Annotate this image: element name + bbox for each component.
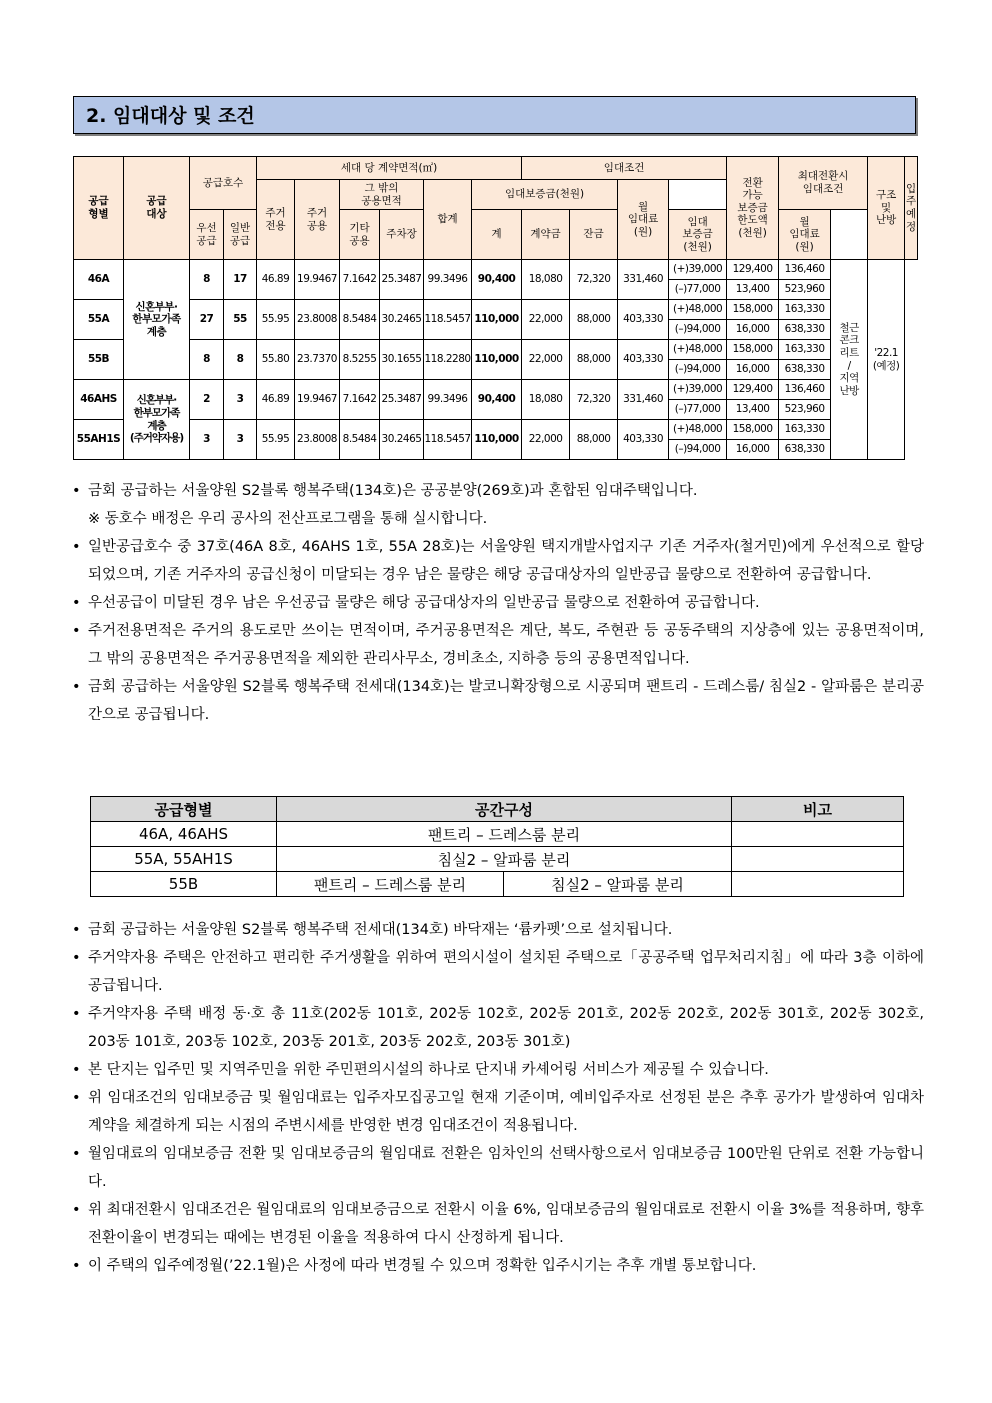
note-text: 우선공급이 미달된 경우 남은 우선공급 물량은 해당 공급대상자의 일반공급 물량으로 전환하여 공급합니다.	[88, 595, 760, 611]
bullet: •	[72, 679, 81, 695]
cell-max-rent: 136,460	[779, 380, 831, 400]
cell-other: 8.5255	[340, 340, 380, 380]
cell-general: 55	[224, 300, 257, 340]
note-text: 일반공급호수 중 37호(46A 8호, 46AHS 1호, 55A 28호)는 서울양원 택지개발사업지구 기존 거주자(철거민)에게 우선적으로 할당되었으며, 기존 거주자의 공급신청이 미달되는 경우 남은 물량은 해당 공급대상자의 일반공급 물량으로 전환하여 공급합니다.	[88, 539, 924, 583]
note-text: 이 주택의 입주예정월(’22.1월)은 사정에 따라 변경될 수 있으며 정확한 입주시기는 추후 개별 통보합니다.	[88, 1258, 757, 1274]
space-note	[732, 872, 904, 897]
cell-exclusive: 55.95	[257, 300, 295, 340]
h-general: 일반 공급	[224, 210, 257, 260]
cell-type: 55AH1S	[74, 420, 124, 460]
cell-move-in: '22.1 (예정)	[868, 260, 905, 460]
cell-max-rent: 523,960	[779, 400, 831, 420]
lease-conditions-table	[73, 156, 918, 460]
note-item	[72, 1196, 924, 1252]
cell-deposit: 110,000	[472, 340, 522, 380]
cell-balance: 72,320	[570, 260, 618, 300]
cell-max-deposit: 158,000	[727, 420, 779, 440]
space-config-a: 팬트리 – 드레스룸 분리	[277, 872, 504, 897]
cell-contract: 22,000	[522, 420, 570, 460]
cell-total: 99.3496	[424, 260, 472, 300]
cell-max-rent: 163,330	[779, 420, 831, 440]
space-h-config: 공간구성	[277, 797, 732, 822]
h-move-in: 입주 예정	[905, 157, 918, 260]
h-dep-total: 계	[472, 210, 522, 260]
bullet: •	[72, 950, 81, 966]
cell-deposit: 110,000	[472, 300, 522, 340]
cell-other: 8.5484	[340, 420, 380, 460]
cell-rent: 331,460	[618, 260, 669, 300]
bullet: •	[72, 1090, 81, 1106]
cell-type: 55A	[74, 300, 124, 340]
space-h-type: 공급형별	[91, 797, 277, 822]
cell-rent: 403,330	[618, 340, 669, 380]
note-item	[72, 673, 924, 729]
cell-deposit: 110,000	[472, 420, 522, 460]
space-h-note: 비고	[732, 797, 904, 822]
h-supply-type: 공급 형별	[74, 157, 124, 260]
cell-type: 55B	[74, 340, 124, 380]
h-area: 세대 당 계약면적(㎡)	[257, 157, 522, 180]
bullet: •	[72, 539, 81, 555]
section-title: 2. 임대대상 및 조건	[73, 96, 916, 134]
cell-conv-limit: (–)94,000	[669, 440, 727, 460]
note-text: 금회 공급하는 서울양원 S2블록 행복주택 전세대(134호)는 발코니확장형으로 시공되며 팬트리 - 드레스룸/ 침실2 - 알파룸은 분리공간으로 공급됩니다.	[88, 679, 924, 723]
cell-priority: 3	[190, 420, 224, 460]
h-lease-conditions: 임대조건	[522, 157, 727, 180]
cell-deposit: 90,400	[472, 380, 522, 420]
cell-other: 7.1642	[340, 380, 380, 420]
h-supply-target: 공급 대상	[124, 157, 190, 260]
h-structure: 구조 및 난방	[868, 157, 905, 260]
cell-max-rent: 136,460	[779, 260, 831, 280]
cell-max-deposit: 129,400	[727, 260, 779, 280]
cell-exclusive: 46.89	[257, 380, 295, 420]
note-text: 금회 공급하는 서울양원 S2블록 행복주택(134호)은 공공분양(269호)과 혼합된 임대주택입니다.	[88, 483, 698, 499]
h-other-common: 그 밖의 공용면적	[340, 180, 424, 210]
h-max-conversion: 최대전환시 임대조건	[779, 157, 868, 210]
note-text: 주거전용면적은 주거의 용도로만 쓰이는 면적이며, 주거공용면적은 계단, 복도, 주현관 등 공동주택의 지상층에 있는 공용면적이며, 그 밖의 공용면적은 주거공용면적을 제외한 관리사무소, 경비초소, 지하층 등의 공용면적입니다.	[88, 623, 924, 667]
cell-conv-limit: (–)94,000	[669, 360, 727, 380]
cell-conv-limit: (+)48,000	[669, 300, 727, 320]
cell-balance: 72,320	[570, 380, 618, 420]
cell-target-newlywed: 신혼부부· 한부모가족 계층	[124, 260, 190, 380]
cell-max-deposit: 16,000	[727, 440, 779, 460]
cell-conv-limit: (–)94,000	[669, 320, 727, 340]
bullet: •	[72, 595, 81, 611]
note-text: ※ 동호수 배정은 우리 공사의 전산프로그램을 통해 실시합니다.	[88, 511, 488, 527]
note-text: 위 임대조건의 임대보증금 및 월임대료는 입주자모집공고일 현재 기준이며, 예비입주자로 선정된 분은 추후 공가가 발생하여 임대차계약을 체결하게 되는 시점의 주변시세를 반영한 변경 임대조건이 적용됩니다.	[88, 1090, 924, 1134]
cell-structure: 철근 콘크 리트 / 지역 난방	[831, 260, 868, 460]
space-config: 침실2 – 알파룸 분리	[277, 847, 732, 872]
bullet: •	[72, 1006, 81, 1022]
h-supply-units: 공급호수	[190, 157, 257, 210]
note-item	[72, 1056, 924, 1084]
cell-balance: 88,000	[570, 340, 618, 380]
cell-max-deposit: 158,000	[727, 300, 779, 320]
h-other: 기타 공용	[340, 210, 380, 260]
cell-common: 23.8008	[295, 300, 340, 340]
table-row	[74, 300, 918, 320]
cell-common: 23.8008	[295, 420, 340, 460]
note-item	[72, 533, 924, 589]
bullet: •	[72, 1258, 81, 1274]
bullet: •	[72, 922, 81, 938]
cell-max-deposit: 129,400	[727, 380, 779, 400]
cell-max-rent: 638,330	[779, 320, 831, 340]
cell-conv-limit: (+)48,000	[669, 340, 727, 360]
h-res-common: 주거 공용	[295, 180, 340, 260]
cell-general: 8	[224, 340, 257, 380]
note-item	[72, 1084, 924, 1140]
note-item	[72, 1000, 924, 1056]
space-config-b: 침실2 – 알파룸 분리	[504, 872, 732, 897]
cell-max-rent: 163,330	[779, 300, 831, 320]
space-config: 팬트리 – 드레스룸 분리	[277, 822, 732, 847]
cell-balance: 88,000	[570, 420, 618, 460]
cell-exclusive: 55.80	[257, 340, 295, 380]
space-type: 46A, 46AHS	[91, 822, 277, 847]
cell-max-rent: 638,330	[779, 360, 831, 380]
note-item	[72, 1140, 924, 1196]
cell-contract: 18,080	[522, 380, 570, 420]
cell-contract: 22,000	[522, 300, 570, 340]
h-deposit: 임대보증금(천원)	[472, 180, 618, 210]
cell-conv-limit: (+)48,000	[669, 420, 727, 440]
cell-max-rent: 638,330	[779, 440, 831, 460]
bullet: •	[72, 1202, 81, 1218]
cell-common: 23.7370	[295, 340, 340, 380]
note-text: 월임대료의 임대보증금 전환 및 임대보증금의 월임대료 전환은 임차인의 선택사항으로서 임대보증금 100만원 단위로 전환 가능합니다.	[88, 1146, 924, 1190]
cell-max-rent: 523,960	[779, 280, 831, 300]
cell-parking: 25.3487	[380, 260, 424, 300]
cell-conv-limit: (–)77,000	[669, 280, 727, 300]
table-row	[74, 340, 918, 360]
bullet: •	[72, 1146, 81, 1162]
cell-priority: 8	[190, 340, 224, 380]
note-item	[72, 916, 924, 944]
note-text: 본 단지는 입주민 및 지역주민을 위한 주민편의시설의 하나로 단지내 카셰어링 서비스가 제공될 수 있습니다.	[88, 1062, 769, 1078]
note-item	[72, 589, 924, 617]
cell-max-deposit: 13,400	[727, 280, 779, 300]
cell-max-deposit: 16,000	[727, 320, 779, 340]
space-type: 55B	[91, 872, 277, 897]
cell-conv-limit: (–)77,000	[669, 400, 727, 420]
cell-contract: 18,080	[522, 260, 570, 300]
cell-contract: 22,000	[522, 340, 570, 380]
cell-other: 8.5484	[340, 300, 380, 340]
note-text: 주거약자용 주택 배정 동·호 총 11호(202동 101호, 202동 102호, 202동 201호, 202동 202호, 202동 301호, 202동 302호, 203동 101호, 203동 102호, 203동 201호, 203동 202호, 203동 301호)	[88, 1006, 924, 1050]
cell-priority: 2	[190, 380, 224, 420]
cell-total: 99.3496	[424, 380, 472, 420]
cell-type: 46AHS	[74, 380, 124, 420]
h-monthly-rent: 월 임대료 (원)	[618, 180, 669, 260]
note-item	[72, 944, 924, 1000]
cell-parking: 25.3487	[380, 380, 424, 420]
table-row	[74, 420, 918, 440]
notes-section-2	[72, 916, 924, 1280]
cell-deposit: 90,400	[472, 260, 522, 300]
note-text: 금회 공급하는 서울양원 S2블록 행복주택 전세대(134호) 바닥재는 ‘륨카펫’으로 설치됩니다.	[88, 922, 673, 938]
cell-parking: 30.2465	[380, 420, 424, 460]
note-text: 위 최대전환시 임대조건은 월임대료의 임대보증금으로 전환시 이율 6%, 임대보증금의 월임대료로 전환시 이율 3%를 적용하며, 향후 전환이율이 변경되는 때에는 변경된 이율을 적용하여 다시 산정하게 됩니다.	[88, 1202, 924, 1246]
space-note	[732, 822, 904, 847]
cell-common: 19.9467	[295, 380, 340, 420]
cell-total: 118.5457	[424, 300, 472, 340]
cell-target-elderly: 신혼부부· 한부모가족 계층 (주거약자용)	[124, 380, 190, 460]
cell-rent: 331,460	[618, 380, 669, 420]
cell-type: 46A	[74, 260, 124, 300]
h-balance: 잔금	[570, 210, 618, 260]
cell-max-deposit: 13,400	[727, 400, 779, 420]
bullet: •	[72, 1062, 81, 1078]
h-priority: 우선 공급	[190, 210, 224, 260]
cell-total: 118.5457	[424, 420, 472, 460]
table-row	[74, 260, 918, 280]
note-item	[72, 477, 924, 505]
h-max-deposit: 임대 보증금 (천원)	[669, 210, 727, 260]
note-text: 주거약자용 주택은 안전하고 편리한 주거생활을 위하여 편의시설이 설치된 주택으로「공공주택 업무처리지침」에 따라 3층 이하에 공급됩니다.	[88, 950, 924, 994]
cell-rent: 403,330	[618, 300, 669, 340]
note-item	[72, 617, 924, 673]
cell-parking: 30.2465	[380, 300, 424, 340]
h-parking: 주차장	[380, 210, 424, 260]
bullet: •	[72, 623, 81, 639]
cell-priority: 27	[190, 300, 224, 340]
h-convertible: 전환 가능 보증금 한도액 (천원)	[727, 157, 779, 260]
cell-max-deposit: 16,000	[727, 360, 779, 380]
h-total: 합계	[424, 180, 472, 260]
cell-common: 19.9467	[295, 260, 340, 300]
cell-rent: 403,330	[618, 420, 669, 460]
h-max-rent: 월 임대료 (원)	[779, 210, 831, 260]
h-contract: 계약금	[522, 210, 570, 260]
note-item	[72, 505, 924, 533]
cell-conv-limit: (+)39,000	[669, 260, 727, 280]
bullet: •	[72, 483, 81, 499]
space-type: 55A, 55AH1S	[91, 847, 277, 872]
cell-balance: 88,000	[570, 300, 618, 340]
cell-max-deposit: 158,000	[727, 340, 779, 360]
space-config-table	[90, 796, 904, 897]
note-item	[72, 1252, 924, 1280]
cell-general: 3	[224, 420, 257, 460]
cell-exclusive: 55.95	[257, 420, 295, 460]
cell-general: 3	[224, 380, 257, 420]
cell-general: 17	[224, 260, 257, 300]
space-note	[732, 847, 904, 872]
cell-priority: 8	[190, 260, 224, 300]
cell-other: 7.1642	[340, 260, 380, 300]
notes-section-1	[72, 477, 924, 729]
cell-exclusive: 46.89	[257, 260, 295, 300]
cell-parking: 30.1655	[380, 340, 424, 380]
table-row	[74, 380, 918, 400]
cell-total: 118.2280	[424, 340, 472, 380]
h-res-exclusive: 주거 전용	[257, 180, 295, 260]
cell-conv-limit: (+)39,000	[669, 380, 727, 400]
cell-max-rent: 163,330	[779, 340, 831, 360]
